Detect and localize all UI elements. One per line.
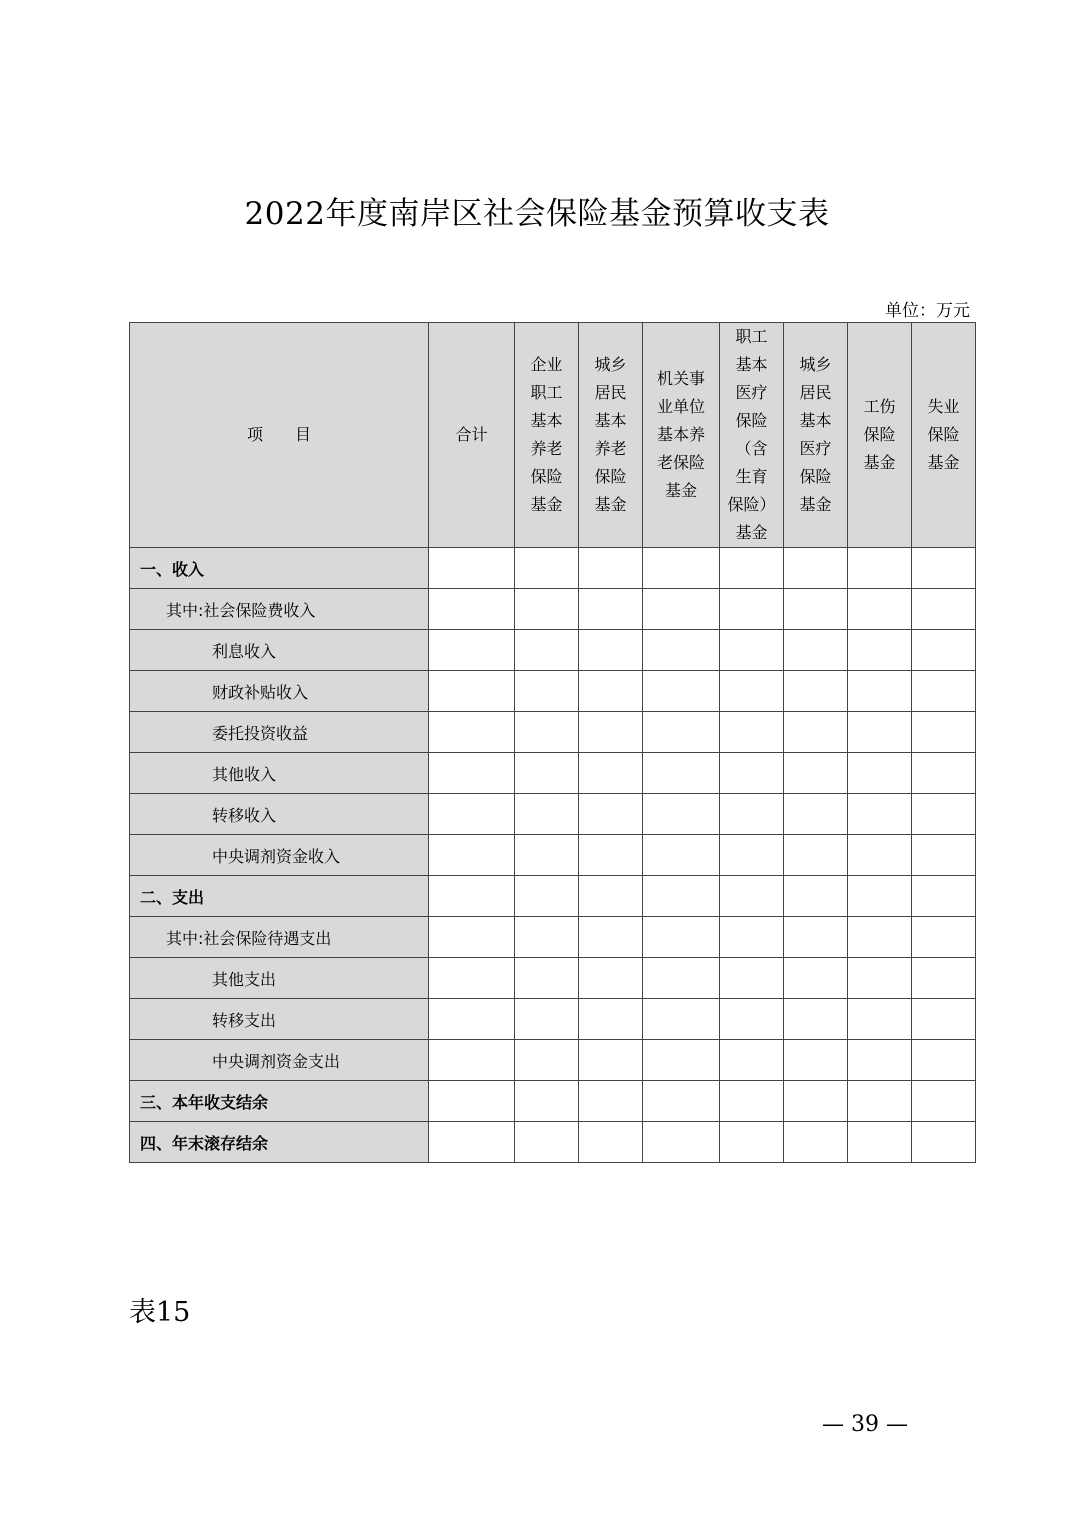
row-label: 其中:社会保险费收入 [130,589,429,630]
table-cell [720,630,784,671]
table-cell [720,999,784,1040]
table-cell [784,630,848,671]
table-cell [848,958,912,999]
table-cell [429,835,515,876]
table-cell [784,999,848,1040]
table-cell [848,548,912,589]
table-cell [429,548,515,589]
table-cell [912,548,976,589]
header-resident-pension: 城乡 居民 基本 养老 保险 基金 [579,323,643,548]
table-header-row [130,323,976,548]
table-cell [643,548,720,589]
table-cell [720,794,784,835]
table-cell [784,917,848,958]
table-cell [720,1081,784,1122]
row-label: 其中:社会保险待遇支出 [130,917,429,958]
table-row [130,712,976,753]
budget-table [129,322,976,1163]
row-label: 中央调剂资金支出 [130,1040,429,1081]
table-cell [720,753,784,794]
row-label: 转移收入 [130,794,429,835]
table-cell [912,917,976,958]
row-label: 财政补贴收入 [130,671,429,712]
table-cell [720,712,784,753]
table-cell [848,794,912,835]
header-injury-insurance: 工伤 保险 基金 [848,323,912,548]
table-cell [515,548,579,589]
table-cell [848,1122,912,1163]
table-cell [720,671,784,712]
table-cell [515,589,579,630]
table-cell [912,712,976,753]
table-cell [643,917,720,958]
table-cell [848,835,912,876]
table-row [130,999,976,1040]
table-cell [784,876,848,917]
table-cell [429,1122,515,1163]
table-row [130,753,976,794]
table-cell [784,1122,848,1163]
table-cell [784,958,848,999]
page-number: — 39 — [822,1412,908,1437]
table-cell [720,876,784,917]
table-cell [515,958,579,999]
table-cell [429,753,515,794]
table-cell [579,589,643,630]
table-cell [720,958,784,999]
table-cell [515,1081,579,1122]
table-cell [643,630,720,671]
table-cell [848,712,912,753]
table-cell [643,671,720,712]
table-cell [912,589,976,630]
table-cell [429,958,515,999]
table-cell [848,589,912,630]
table-cell [643,1122,720,1163]
table-cell [429,917,515,958]
table-cell [848,917,912,958]
table-row [130,1040,976,1081]
row-label: 中央调剂资金收入 [130,835,429,876]
table-cell [784,1081,848,1122]
table-cell [784,589,848,630]
table-cell [429,794,515,835]
table-cell [643,999,720,1040]
table-cell [784,548,848,589]
table-cell [720,835,784,876]
table-cell [579,958,643,999]
table-cell [912,753,976,794]
table-cell [784,671,848,712]
header-employee-medical: 职工 基本 医疗 保险 （含 生育 保险） 基金 [720,323,784,548]
header-unemployment-insurance: 失业 保险 基金 [912,323,976,548]
table-cell [579,753,643,794]
row-label: 三、本年收支结余 [130,1081,429,1122]
table-row [130,835,976,876]
row-label: 转移支出 [130,999,429,1040]
row-label: 委托投资收益 [130,712,429,753]
table-cell [912,1122,976,1163]
table-cell [912,1081,976,1122]
table-cell [643,753,720,794]
table-cell [912,876,976,917]
row-label: 二、支出 [130,876,429,917]
header-resident-medical: 城乡 居民 基本 医疗 保险 基金 [784,323,848,548]
table-cell [515,712,579,753]
table-cell [720,548,784,589]
table-cell [912,794,976,835]
table-cell [579,1122,643,1163]
table-cell [579,876,643,917]
table-cell [912,958,976,999]
header-item: 项 目 [130,323,429,548]
table-cell [579,999,643,1040]
table-cell [515,999,579,1040]
table-cell [515,876,579,917]
table-cell [784,794,848,835]
table-cell [515,1040,579,1081]
table-cell [848,753,912,794]
table-cell [515,630,579,671]
table-cell [912,835,976,876]
table-cell [848,630,912,671]
table-cell [515,917,579,958]
table-cell [579,712,643,753]
table-cell [429,876,515,917]
table-cell [643,876,720,917]
table-row [130,958,976,999]
page-title: 2022年度南岸区社会保险基金预算收支表 [244,196,830,232]
unit-label: 单位：万元 [885,301,970,321]
table-cell [912,671,976,712]
table-cell [579,1040,643,1081]
table-cell [579,548,643,589]
row-label: 一、收入 [130,548,429,589]
table-cell [720,1122,784,1163]
table-cell [579,917,643,958]
header-enterprise-pension: 企业 职工 基本 养老 保险 基金 [515,323,579,548]
table-cell [429,712,515,753]
row-label: 其他收入 [130,753,429,794]
table-row [130,589,976,630]
table-cell [429,999,515,1040]
table-cell [429,589,515,630]
table-cell [643,835,720,876]
table-cell [643,794,720,835]
table-cell [429,1040,515,1081]
table-cell [784,1040,848,1081]
table-cell [784,712,848,753]
table-cell [784,753,848,794]
table-cell [643,1040,720,1081]
table-row [130,630,976,671]
table-cell [515,753,579,794]
table-cell [720,589,784,630]
table-cell [579,671,643,712]
row-label: 其他支出 [130,958,429,999]
table-cell [784,835,848,876]
header-institution-pension: 机关事 业单位 基本养 老保险 基金 [643,323,720,548]
table-cell [720,917,784,958]
table-number: 表15 [129,1297,191,1328]
table-row [130,671,976,712]
table-cell [848,999,912,1040]
table-cell [848,1040,912,1081]
table-cell [579,1081,643,1122]
table-cell [429,630,515,671]
table-cell [912,630,976,671]
table-cell [579,630,643,671]
table-cell [643,958,720,999]
table-cell [912,999,976,1040]
table-cell [848,876,912,917]
table-cell [515,1122,579,1163]
table-cell [429,1081,515,1122]
table-row [130,917,976,958]
table-cell [643,1081,720,1122]
table-cell [429,671,515,712]
header-total: 合计 [429,323,515,548]
row-label: 四、年末滚存结余 [130,1122,429,1163]
row-label: 利息收入 [130,630,429,671]
table-cell [515,835,579,876]
table-cell [579,835,643,876]
table-cell [643,712,720,753]
table-row [130,876,976,917]
table-row [130,548,976,589]
table-body [130,548,976,1163]
table-cell [515,794,579,835]
table-cell [848,671,912,712]
table-row [130,1122,976,1163]
table-cell [579,794,643,835]
table-cell [643,589,720,630]
table-row [130,794,976,835]
table-row [130,1081,976,1122]
table-cell [515,671,579,712]
table-cell [720,1040,784,1081]
table-cell [912,1040,976,1081]
table-cell [848,1081,912,1122]
